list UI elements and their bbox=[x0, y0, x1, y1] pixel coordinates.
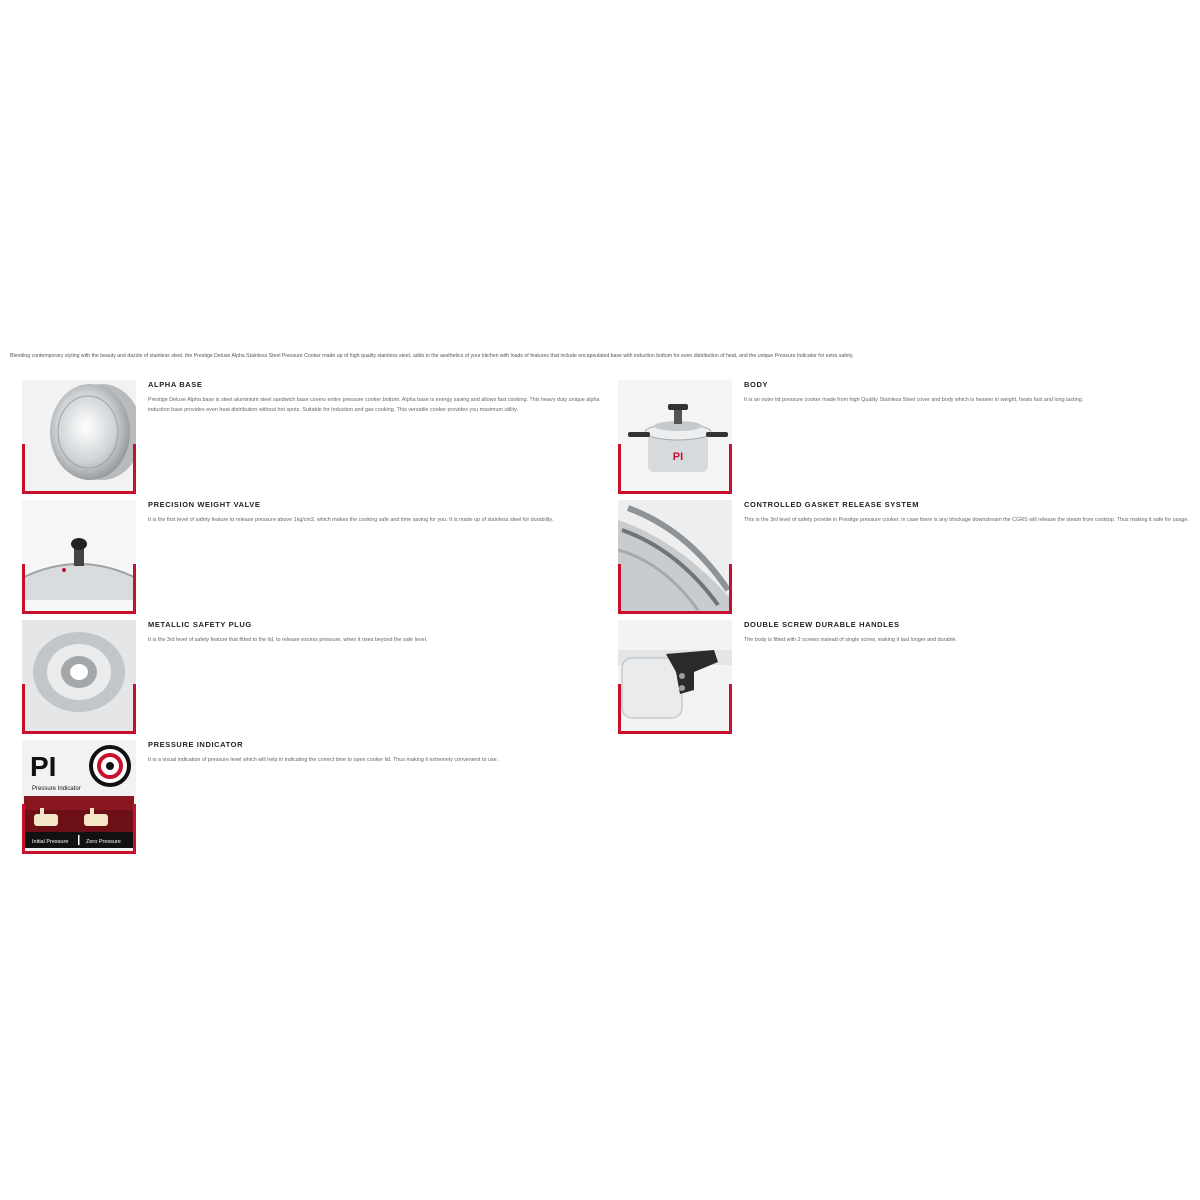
feature-title: PRECISION WEIGHT VALVE bbox=[148, 500, 261, 509]
pi-right-label: Zero Pressure bbox=[86, 839, 121, 845]
safety-plug-image bbox=[22, 620, 136, 734]
handles-image bbox=[618, 620, 732, 734]
feature-title: BODY bbox=[744, 380, 769, 389]
feature-title: DOUBLE SCREW DURABLE HANDLES bbox=[744, 620, 900, 629]
feature-body bbox=[618, 380, 1198, 492]
feature-title: PRESSURE INDICATOR bbox=[148, 740, 244, 749]
feature-metallic-safety-plug bbox=[22, 620, 602, 732]
feature-title: METALLIC SAFETY PLUG bbox=[148, 620, 252, 629]
pressure-indicator-image bbox=[22, 740, 136, 854]
feature-description: It is the first level of safety feature to release pressure above 1kg/cm2, which makes the cooking safe and time saving for you. It is made up of stainless steel for durability. bbox=[148, 517, 554, 523]
feature-title: ALPHA BASE bbox=[148, 380, 203, 389]
feature-description: It is an outer lid pressure cooker made from high Quality Stainless Steel cover and body which is heavier in weight, heats fast and long lasting. bbox=[744, 397, 1084, 403]
feature-double-screw-handles bbox=[618, 620, 1198, 732]
pi-left-label: Initial Pressure bbox=[32, 839, 69, 845]
feature-description: It is the 3rd level of safety feature that fitted to the lid, to release excess pressure, when it rises beyond the safe level. bbox=[148, 637, 428, 643]
feature-alpha-base bbox=[22, 380, 602, 492]
feature-description: It is a visual indication of pressure level which will help in indicating the correct time to open cooker lid. Thus making it extremely convenient to use. bbox=[148, 757, 499, 763]
feature-description: This is the 3rd level of safety provide in Prestige pressure cooker, in case there is any blockage downstream the CGRS will release the steam from cooktop. Thus making it safe for usage. bbox=[744, 517, 1189, 523]
weight-valve-image bbox=[22, 500, 136, 614]
feature-description: Prestige Deluxe Alpha base is steel aluminium steel sandwich base covers entire pressure cooker bottom. Alpha base is energy saving and allows fast cooking. This heavy duty unique alpha induction base provides even heat distribution without hot spots. Suitable for Induction and gas cooking. This versatile cooker provides you maximum utility. bbox=[148, 397, 600, 413]
alpha-base-image bbox=[22, 380, 136, 494]
body-image bbox=[618, 380, 732, 494]
feature-pressure-indicator bbox=[22, 740, 602, 852]
pi-caption: Pressure Indicator bbox=[32, 786, 81, 792]
feature-title: CONTROLLED GASKET RELEASE SYSTEM bbox=[744, 500, 920, 509]
gasket-image bbox=[618, 500, 732, 614]
feature-controlled-gasket-release bbox=[618, 500, 1198, 612]
pi-letters: PI bbox=[30, 751, 57, 782]
feature-description: The body is fitted with 2 screws instead of single screw, making it last longer and durable. bbox=[744, 637, 958, 643]
feature-precision-weight-valve bbox=[22, 500, 602, 612]
intro-text: Blending contemporary styling with the beauty and dazzle of stainless steel, the Prestige Deluxe Alpha Stainless Steel Pressure Cooker made up of high quality stainless steel, adds to the aesthetics of your kitchen with loads of features that include encapsulated base with induction bottom for even distribution of heat, and the unique Pressure Indicator for extra safety. bbox=[10, 353, 854, 359]
brand-logo-glyph: PI bbox=[672, 451, 684, 463]
